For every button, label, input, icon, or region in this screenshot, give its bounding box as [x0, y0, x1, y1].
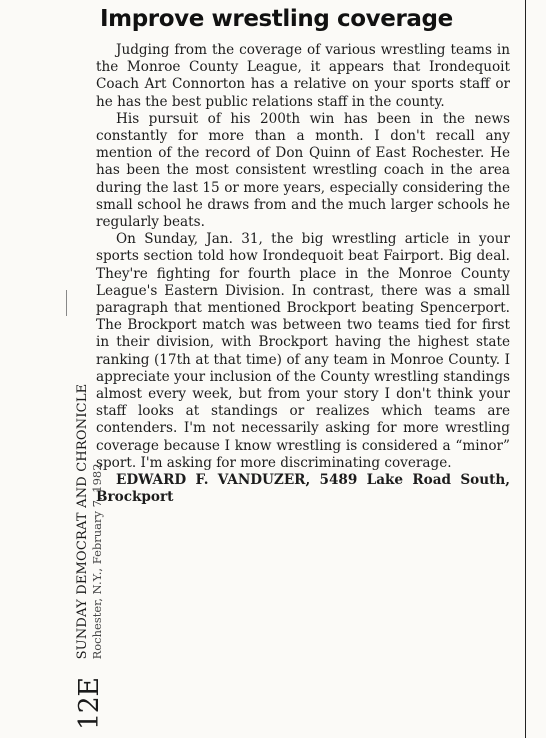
page-sidebar [0, 0, 105, 738]
dateline: Rochester, N.Y., February 7, 1982 [89, 463, 104, 660]
newspaper-name: SUNDAY DEMOCRAT AND CHRONICLE [74, 383, 90, 660]
page-number: 12E [74, 677, 105, 730]
column-rule [525, 0, 526, 738]
letter-paragraph: Judging from the coverage of various wrestling teams in the Monroe County League, it appears that Irondequoit Coach Art Connorton has a relative on your sports staff or he has the best public relations staff in the county. [96, 42, 510, 110]
letter-paragraph: His pursuit of his 200th win has been in the news constantly for more than a month. I don't recall any mention of the record of Don Quinn of East Rochester. He has been the most consistent wrestling coach in the area during the last 15 or more years, especially considering the small school he draws from and the much larger schools he regularly beats. [96, 110, 510, 231]
letter-paragraph: On Sunday, Jan. 31, the big wrestling article in your sports section told how Irondequoit beat Fairport. Big deal. They're fighting for fourth place in the Monroe County League's Eastern Division. In contrast, there was a small paragraph that mentioned Brockport beating Spencerport. The Brockport match was between two teams tied for first in their division, with Brockport having the highest state ranking (17th at that time) of any team in Monroe County. I appreciate your inclusion of the County wrestling standings almost every week, but from your story I don't think your staff looks at standings or realizes which teams are contenders. I'm not necessarily asking for more wrestling coverage because I know wrestling is considered a “minor” sport. I'm asking for more discriminating coverage. [96, 231, 510, 471]
sidebar-divider [66, 290, 67, 316]
letter-body [96, 42, 510, 506]
letter-signature: EDWARD F. VANDUZER, 5489 Lake Road South, Brockport [96, 472, 510, 506]
letter-headline: Improve wrestling coverage [100, 6, 453, 32]
